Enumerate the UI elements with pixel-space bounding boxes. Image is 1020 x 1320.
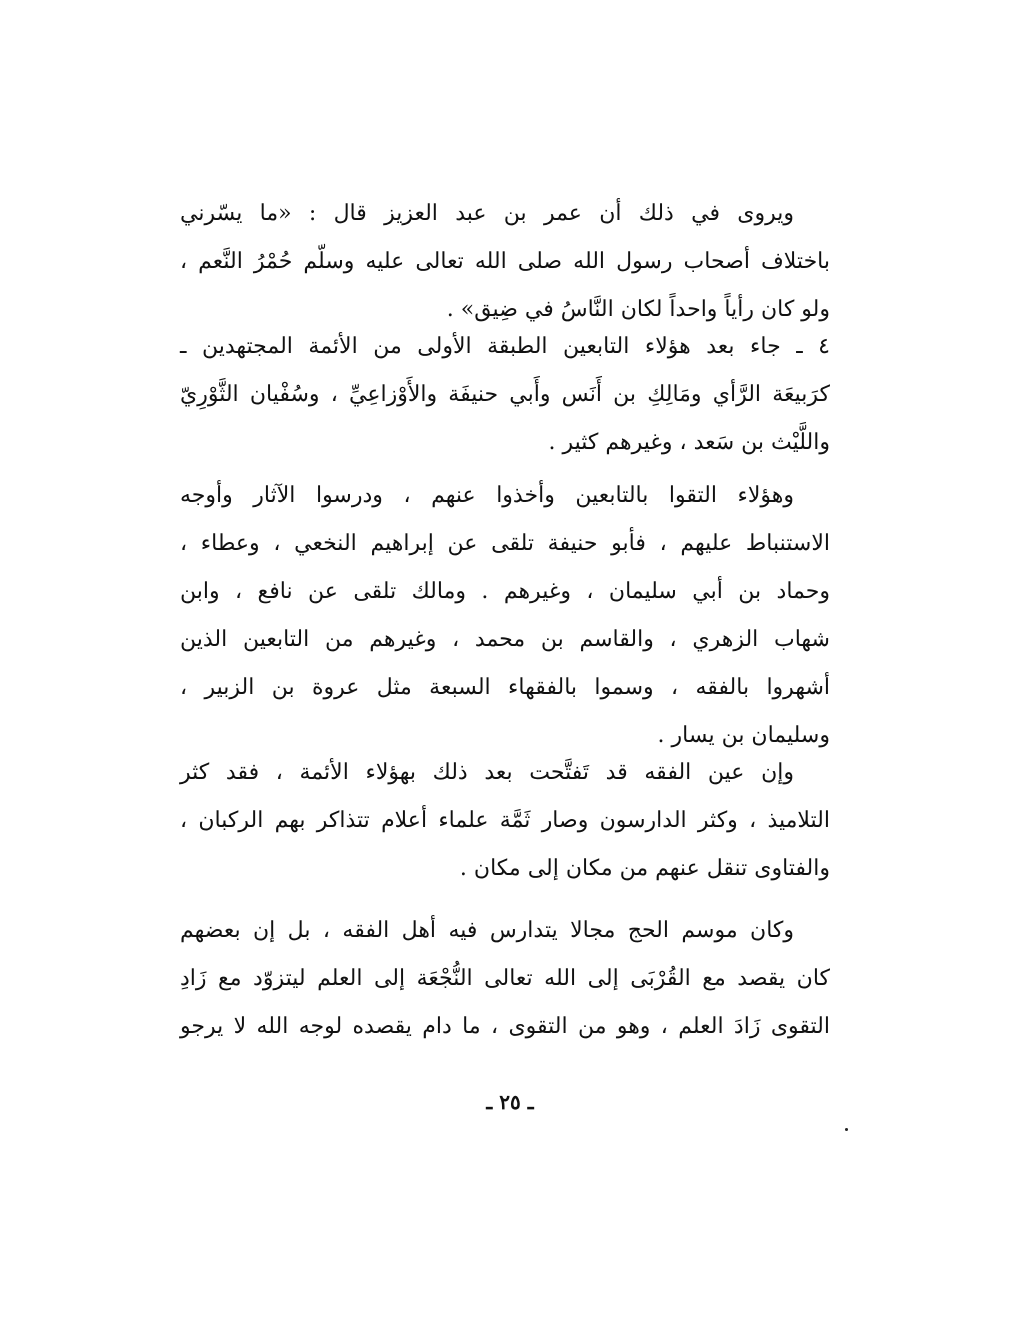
paragraph-4 bbox=[180, 749, 830, 893]
text-line: ويروى في ذلك أن عمر بن عبد العزيز قال : «ما يسّرني bbox=[180, 201, 794, 226]
paragraph-5 bbox=[180, 907, 830, 1051]
text-line: شهاب الزهري ، والقاسم بن محمد ، وغيرهم من التابعين الذين bbox=[180, 627, 830, 652]
page-number: ـ ٢٥ ـ bbox=[486, 1090, 534, 1114]
text-line: وإن عين الفقه قد تَفتَّحت بعد ذلك بهؤلاء الأئمة ، فقد كثر bbox=[180, 760, 794, 785]
scan-speck bbox=[845, 1128, 848, 1131]
text-line: التلاميذ ، وكثر الدارسون وصار ثَمَّة علماء أعلام تتذاكر بهم الركبان ، bbox=[180, 808, 830, 833]
paragraph-2 bbox=[180, 323, 830, 467]
paragraph-3 bbox=[180, 472, 830, 760]
text-line: واللَّيْث بن سَعد ، وغيرهم كثير . bbox=[548, 430, 830, 455]
text-line: ٤ ـ جاء بعد هؤلاء التابعين الطبقة الأولى من الأئمة المجتهدين ـ bbox=[180, 334, 830, 359]
text-line: والفتاوى تنقل عنهم من مكان إلى مكان . bbox=[459, 856, 830, 881]
text-line: التقوى زَادَ العلم ، وهو من التقوى ، ما دام يقصده لوجه الله لا يرجو bbox=[180, 1014, 830, 1039]
text-line: وكان موسم الحج مجالا يتدارس فيه أهل الفقه ، بل إن بعضهم bbox=[180, 918, 794, 943]
text-line: ولو كان رأياً واحداً لكان النَّاسُ في ضِيق» . bbox=[446, 297, 830, 322]
text-line: كان يقصد مع القُرْبَى إلى الله تعالى النُّجْعَة إلى العلم ليتزوّد مع زَادِ bbox=[180, 966, 830, 991]
text-line: الاستنباط عليهم ، فأبو حنيفة تلقى عن إبراهيم النخعي ، وعطاء ، bbox=[180, 531, 830, 556]
text-line: باختلاف أصحاب رسول الله صلى الله تعالى عليه وسلّم حُمْرُ النَّعم ، bbox=[180, 249, 830, 274]
text-line: وحماد بن أبي سليمان ، وغيرهم . ومالك تلقى عن نافع ، وابن bbox=[180, 579, 830, 604]
text-line: وسليمان بن يسار . bbox=[657, 723, 830, 748]
paragraph-1 bbox=[180, 190, 830, 334]
text-line: أشهروا بالفقه ، وسموا بالفقهاء السبعة مثل عروة بن الزبير ، bbox=[180, 675, 830, 700]
text-line: وهؤلاء التقوا بالتابعين وأخذوا عنهم ، ودرسوا الآثار وأوجه bbox=[180, 483, 794, 508]
text-line: كرَبيعَة الرَّأي ومَالِكِ بن أَنَس وأَبي حنيفَة والأَوْزاعِيِّ ، وسُفْيان الثَّوْرِيّ bbox=[180, 382, 830, 407]
